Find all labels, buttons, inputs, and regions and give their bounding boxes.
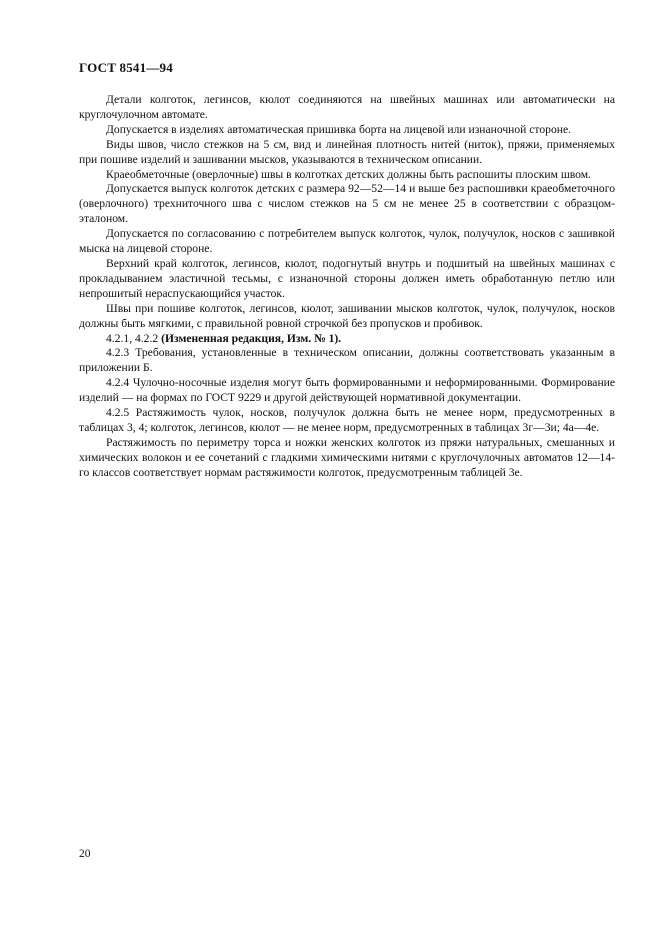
paragraph: Растяжимость по периметру торса и ножки женских колготок из пряжи натуральных, смешанных и химических волокон и ее сочетаний с гладкими химическими нитями с круглочулочных автоматов 12—14-го классов соответствует нормам растяжимости колготок, предусмотренным таблицей 3е.: [79, 435, 615, 479]
paragraph: Детали колготок, легинсов, кюлот соединяются на швейных машинах или автоматически на круглочулочном автомате.: [79, 93, 615, 121]
paragraph: 4.2.3 Требования, установленные в техническом описании, должны соответствовать указанным в приложении Б.: [79, 346, 615, 375]
document-body: [79, 93, 615, 481]
amendment-paragraph: [79, 332, 615, 347]
paragraph: Виды швов, число стежков на 5 см, вид и линейная плотность нитей (ниток), пряжи, применяемых при пошиве изделий и зашивании мысков, указываются в техническом описании.: [79, 137, 615, 166]
paragraph: Верхний край колготок, легинсов, кюлот, подогнутый внутрь и подшитый на швейных машинах с прокладыванием эластичной тесьмы, с изнаночной стороны должен иметь обработанную петлю или непрошитый нераспускающийся участок.: [79, 256, 615, 300]
amendment-note: (Измененная редакция, Изм. № 1).: [161, 331, 342, 345]
paragraph: Швы при пошиве колготок, легинсов, кюлот, зашивании мысков колготок, чулок, получулок, носков должны быть мягкими, с правильной ровной строчкой без пропусков и пробивок.: [79, 301, 615, 330]
document-header: ГОСТ 8541—94: [79, 60, 173, 75]
page-number: 20: [79, 848, 91, 860]
paragraph: 4.2.4 Чулочно-носочные изделия могут быть формированными и неформированными. Формирование изделий — на формах по ГОСТ 9229 и другой действующей нормативной документации.: [79, 376, 615, 405]
paragraph: 4.2.5 Растяжимость чулок, носков, получулок должна быть не менее норм, предусмотренных в таблицах 3, 4; колготок, легинсов, кюлот — не менее норм, предусмотренных в таблицах 3г—3и; 4а—4е.: [79, 406, 615, 434]
paragraph: Допускается выпуск колготок детских с размера 92—52—14 и выше без распошивки краеобметочного (оверлочного) трехниточного шва с числом стежков на 5 см не менее 25 в соответствии с образцом-эталоном.: [79, 182, 615, 226]
clause-numbers: 4.2.1, 4.2.2: [106, 331, 162, 345]
paragraph: Допускается по согласованию с потребителем выпуск колготок, чулок, получулок, носков с зашивкой мыска на лицевой стороне.: [79, 227, 615, 256]
paragraph: Краеобметочные (оверлочные) швы в колготках детских должны быть распошиты плоским швом.: [106, 167, 591, 181]
paragraph: Допускается в изделиях автоматическая пришивка борта на лицевой или изнаночной стороне.: [106, 122, 571, 136]
